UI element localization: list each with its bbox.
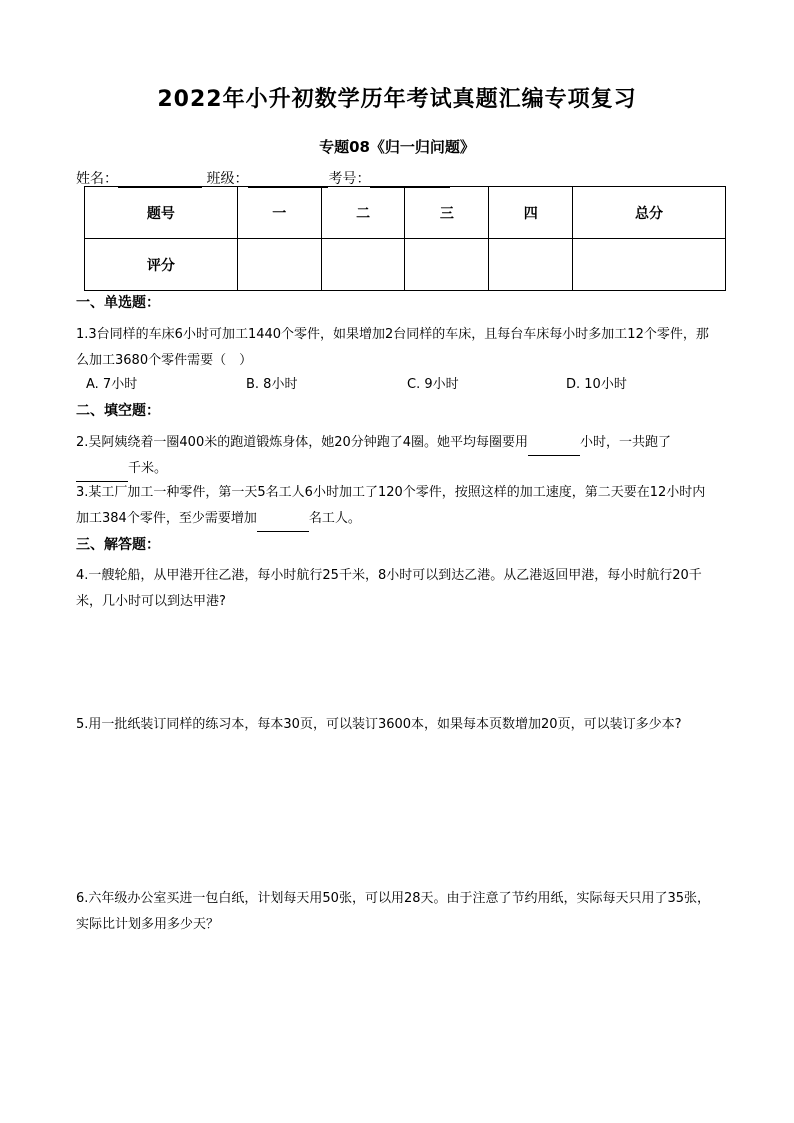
option-d[interactable]: D. 10小时 xyxy=(566,377,627,392)
score-table-header-row xyxy=(85,187,726,239)
score-cell-part-2: 二 xyxy=(321,187,405,239)
score-table-score-row xyxy=(85,239,726,291)
document-subtitle: 专题08《归一归问题》 xyxy=(319,138,475,156)
score-input-4[interactable] xyxy=(489,239,573,291)
score-input-1[interactable] xyxy=(237,239,321,291)
question-2 xyxy=(76,430,718,482)
question-2-text-1: 2.吴阿姨绕着一圈400米的跑道锻炼身体，她20分钟跑了4圈。她平均每圈要用 xyxy=(76,435,529,450)
section-heading-single-choice: 一、单选题： xyxy=(76,295,160,311)
score-input-total[interactable] xyxy=(573,239,726,291)
score-cell-total: 总分 xyxy=(573,187,726,239)
question-3-text-1: 3.某工厂加工一种零件，第一天5名工人6小时加工了120个零件，按照这样的加工速度，第二天要在12小时内加工384个零件，至少需要增加 xyxy=(76,485,706,526)
option-b[interactable]: B. 8小时 xyxy=(246,377,298,392)
question-1: 1.3台同样的车床6小时可加工1440个零件，如果增加2台同样的车床，且每台车床每小时多加工12个零件，那么加工3680个零件需要（ ） xyxy=(76,327,709,368)
section-heading-problem-solving: 三、解答题： xyxy=(76,537,160,553)
answer-blank[interactable] xyxy=(528,440,580,456)
score-input-3[interactable] xyxy=(405,239,489,291)
question-2-text-2: 小时，一共跑了 xyxy=(580,435,672,450)
question-3-text-2: 名工人。 xyxy=(308,511,361,526)
score-cell-part-3: 三 xyxy=(405,187,489,239)
class-label: 班级： xyxy=(206,171,249,187)
question-4: 4.一艘轮船，从甲港开往乙港，每小时航行25千米，8小时可以到达乙港。从乙港返回甲港，每小时航行20千米，几小时可以到达甲港? xyxy=(76,568,702,609)
score-row-label: 评分 xyxy=(85,239,238,291)
score-table xyxy=(84,186,726,291)
question-3 xyxy=(76,480,718,532)
score-input-2[interactable] xyxy=(321,239,405,291)
question-5: 5.用一批纸装订同样的练习本，每本30页，可以装订3600本，如果每本页数增加20页，可以装订多少本? xyxy=(76,717,682,732)
document-title: 2022年小升初数学历年考试真题汇编专项复习 xyxy=(157,87,637,112)
option-a[interactable]: A. 7小时 xyxy=(86,377,138,392)
section-heading-fill-blank: 二、填空题： xyxy=(76,403,160,419)
answer-blank[interactable] xyxy=(257,516,309,532)
question-6: 6.六年级办公室买进一包白纸，计划每天用50张，可以用28天。由于注意了节约用纸，实际每天只用了35张，实际比计划多用多少天？ xyxy=(76,891,711,932)
student-info-line xyxy=(76,168,450,188)
option-c[interactable]: C. 9小时 xyxy=(407,377,459,392)
score-cell-question-no: 题号 xyxy=(85,187,238,239)
question-2-text-3: 千米。 xyxy=(128,461,168,476)
name-label: 姓名： xyxy=(76,171,118,187)
score-cell-part-1: 一 xyxy=(237,187,321,239)
score-cell-part-4: 四 xyxy=(489,187,573,239)
exam-no-label: 考号： xyxy=(328,171,371,187)
